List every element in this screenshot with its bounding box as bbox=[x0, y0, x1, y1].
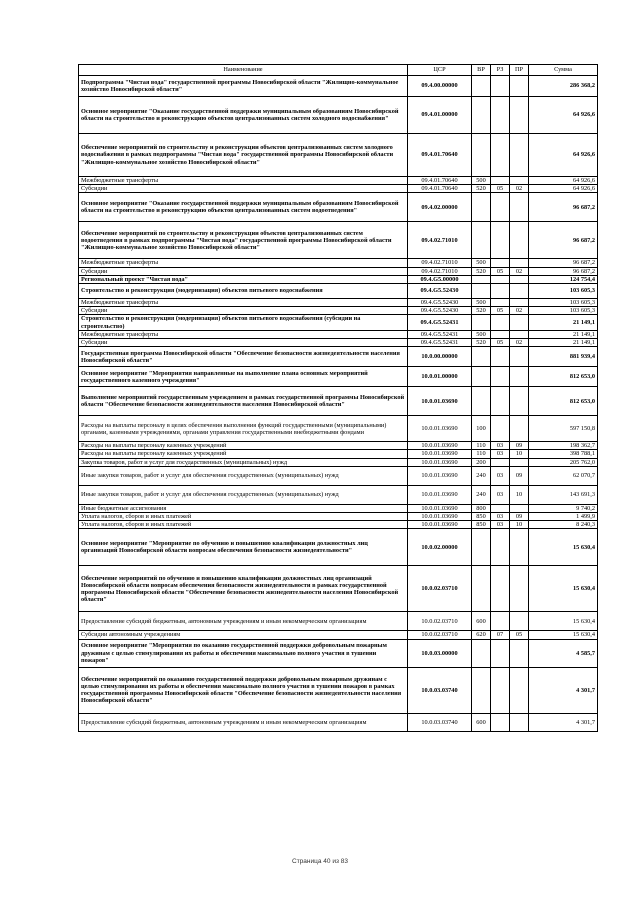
row-sum: 286 368,2 bbox=[529, 76, 598, 97]
row-pr bbox=[510, 284, 529, 299]
row-csr: 10.0.01.03690 bbox=[408, 513, 472, 521]
table-row bbox=[79, 222, 598, 259]
table-row bbox=[79, 177, 598, 185]
row-csr: 09.4.01.70640 bbox=[408, 185, 472, 193]
row-csr: 09.4.02.00000 bbox=[408, 193, 472, 222]
row-pr: 10 bbox=[510, 521, 529, 529]
row-pr bbox=[510, 667, 529, 713]
row-rz bbox=[491, 458, 510, 466]
row-vr bbox=[472, 315, 491, 330]
row-rz bbox=[491, 416, 510, 442]
row-pr: 10 bbox=[510, 485, 529, 504]
row-name: Предоставление субсидий бюджетным, автономным учреждениям и иным некоммерческим организациям bbox=[79, 612, 408, 631]
row-name: Межбюджетные трансферты bbox=[79, 299, 408, 307]
row-pr: 02 bbox=[510, 267, 529, 275]
row-name: Иные закупки товаров, работ и услуг для обеспечения государственных (муниципальных) нужд bbox=[79, 466, 408, 485]
table-row bbox=[79, 275, 598, 283]
row-pr: 02 bbox=[510, 339, 529, 347]
row-vr bbox=[472, 193, 491, 222]
row-rz bbox=[491, 97, 510, 134]
row-sum: 143 691,3 bbox=[529, 485, 598, 504]
row-vr bbox=[472, 76, 491, 97]
row-pr bbox=[510, 367, 529, 387]
table-row bbox=[79, 347, 598, 367]
row-rz bbox=[491, 713, 510, 731]
row-name: Межбюджетные трансферты bbox=[79, 177, 408, 185]
row-pr: 02 bbox=[510, 307, 529, 315]
row-csr: 09.4.G5.52431 bbox=[408, 330, 472, 338]
row-pr bbox=[510, 612, 529, 631]
table-row bbox=[79, 485, 598, 504]
row-vr bbox=[472, 566, 491, 612]
row-vr: 520 bbox=[472, 339, 491, 347]
table-row bbox=[79, 416, 598, 442]
row-rz bbox=[491, 367, 510, 387]
row-vr: 850 bbox=[472, 521, 491, 529]
row-sum: 62 070,7 bbox=[529, 466, 598, 485]
row-name: Субсидии bbox=[79, 185, 408, 193]
row-name: Расходы на выплаты персоналу казенных учреждений bbox=[79, 450, 408, 458]
row-name: Основное мероприятие "Мероприятия направленные на выполнение плана основных мероприятий государственного казенного учреждения" bbox=[79, 367, 408, 387]
row-vr: 600 bbox=[472, 713, 491, 731]
table-row bbox=[79, 639, 598, 667]
row-name: Обеспечение мероприятий по строительству и реконструкции объектов централизованных систем холодного водоснабжения в рамках подпрограммы "Чистая вода" государственной программы Новосибирской области "Жилищно-коммунальное хозяйство Новосибирской области" bbox=[79, 134, 408, 177]
row-sum: 1 499,9 bbox=[529, 513, 598, 521]
row-csr: 09.4.02.71010 bbox=[408, 259, 472, 267]
table-row bbox=[79, 466, 598, 485]
table-row bbox=[79, 307, 598, 315]
row-vr: 800 bbox=[472, 504, 491, 512]
row-csr: 10.0.01.03690 bbox=[408, 387, 472, 416]
table-row bbox=[79, 259, 598, 267]
row-csr: 10.0.01.00000 bbox=[408, 367, 472, 387]
row-sum: 64 926,6 bbox=[529, 177, 598, 185]
table-row bbox=[79, 631, 598, 639]
row-rz bbox=[491, 193, 510, 222]
header-name: Наименование bbox=[79, 65, 408, 76]
row-sum: 597 150,8 bbox=[529, 416, 598, 442]
table-row bbox=[79, 97, 598, 134]
row-rz bbox=[491, 504, 510, 512]
row-pr bbox=[510, 97, 529, 134]
row-csr: 10.0.03.00000 bbox=[408, 639, 472, 667]
row-pr bbox=[510, 259, 529, 267]
row-rz: 07 bbox=[491, 631, 510, 639]
row-pr bbox=[510, 639, 529, 667]
row-rz bbox=[491, 639, 510, 667]
table-row bbox=[79, 299, 598, 307]
row-csr: 09.4.01.70640 bbox=[408, 177, 472, 185]
row-rz: 03 bbox=[491, 466, 510, 485]
row-name: Обеспечение мероприятий по строительству и реконструкции объектов централизованных систем водоотведения в рамках подпрограммы "Чистая вода" государственной программы Новосибирской области "Жилищно-коммунальное хозяйство Новосибирской области" bbox=[79, 222, 408, 259]
row-vr bbox=[472, 275, 491, 283]
row-sum: 812 653,0 bbox=[529, 367, 598, 387]
row-sum: 4 301,7 bbox=[529, 713, 598, 731]
row-vr bbox=[472, 639, 491, 667]
row-name: Подпрограмма "Чистая вода" государственной программы Новосибирской области "Жилищно-коммунальное хозяйство Новосибирской области" bbox=[79, 76, 408, 97]
row-vr: 520 bbox=[472, 185, 491, 193]
row-pr bbox=[510, 416, 529, 442]
row-csr: 09.4.G5.00000 bbox=[408, 275, 472, 283]
row-pr bbox=[510, 76, 529, 97]
row-csr: 09.4.02.71010 bbox=[408, 267, 472, 275]
row-vr: 620 bbox=[472, 631, 491, 639]
row-rz bbox=[491, 299, 510, 307]
row-rz: 03 bbox=[491, 450, 510, 458]
row-sum: 4 301,7 bbox=[529, 667, 598, 713]
row-vr bbox=[472, 367, 491, 387]
row-sum: 64 926,6 bbox=[529, 97, 598, 134]
row-vr: 520 bbox=[472, 267, 491, 275]
row-sum: 15 630,4 bbox=[529, 529, 598, 566]
table-row bbox=[79, 134, 598, 177]
row-name: Государственная программа Новосибирской области "Обеспечение безопасности жизнедеятельности населения Новосибирской области" bbox=[79, 347, 408, 367]
row-csr: 09.4.01.00000 bbox=[408, 97, 472, 134]
row-name: Обеспечение мероприятий по оказанию государственной поддержки добровольным пожарным дружинам с целью стимулирования их работы и обеспечения максимально полного участия в тушении пожаров в рамках государственной программы Новосибирской области "Обеспечение безопасности жизнедеятельности населения Новосибирской области" bbox=[79, 667, 408, 713]
row-name: Региональный проект "Чистая вода" bbox=[79, 275, 408, 283]
table-header-row bbox=[79, 65, 598, 76]
row-name: Субсидии bbox=[79, 339, 408, 347]
row-name: Основное мероприятие "Мероприятие по обучению и повышению квалификации должностных лиц организаций Новосибирской области вопросам обеспечения безопасности жизнедеятельности" bbox=[79, 529, 408, 566]
table-row bbox=[79, 284, 598, 299]
row-name: Обеспечение мероприятий по обучению и повышению квалификации должностных лиц организаций Новосибирской области вопросам обеспечения безопасности жизнедеятельности в рамках государственной программы Новосибирской области "Обеспечение безопасности жизнедеятельности населения Новосибирской области" bbox=[79, 566, 408, 612]
row-pr bbox=[510, 193, 529, 222]
row-csr: 10.0.02.03710 bbox=[408, 631, 472, 639]
row-sum: 205 762,0 bbox=[529, 458, 598, 466]
row-rz bbox=[491, 177, 510, 185]
row-rz bbox=[491, 529, 510, 566]
row-rz bbox=[491, 347, 510, 367]
table-row bbox=[79, 339, 598, 347]
row-pr bbox=[510, 315, 529, 330]
page-number: Страница 40 из 83 bbox=[292, 858, 348, 865]
row-pr: 02 bbox=[510, 185, 529, 193]
header-sum: Сумма bbox=[529, 65, 598, 76]
row-sum: 64 926,6 bbox=[529, 185, 598, 193]
row-csr: 09.4.G5.52431 bbox=[408, 315, 472, 330]
row-vr: 500 bbox=[472, 299, 491, 307]
row-rz bbox=[491, 315, 510, 330]
header-pr: ПР bbox=[510, 65, 529, 76]
row-rz bbox=[491, 134, 510, 177]
row-vr bbox=[472, 222, 491, 259]
row-sum: 9 740,2 bbox=[529, 504, 598, 512]
table-row bbox=[79, 450, 598, 458]
row-vr: 240 bbox=[472, 485, 491, 504]
row-pr bbox=[510, 275, 529, 283]
row-pr bbox=[510, 177, 529, 185]
row-sum: 15 630,4 bbox=[529, 631, 598, 639]
row-sum: 96 687,2 bbox=[529, 222, 598, 259]
row-vr bbox=[472, 529, 491, 566]
row-csr: 09.4.G5.52431 bbox=[408, 339, 472, 347]
row-rz bbox=[491, 284, 510, 299]
table-row bbox=[79, 442, 598, 450]
row-vr: 500 bbox=[472, 177, 491, 185]
row-rz bbox=[491, 275, 510, 283]
row-name: Предоставление субсидий бюджетным, автономным учреждениям и иным некоммерческим организациям bbox=[79, 713, 408, 731]
table-row bbox=[79, 667, 598, 713]
row-sum: 124 754,4 bbox=[529, 275, 598, 283]
row-name: Основное мероприятие "Оказание государственной поддержки муниципальным образованиям Новосибирской области на строительство и реконструкцию объектов централизованных систем водоотведения" bbox=[79, 193, 408, 222]
row-csr: 10.0.03.03740 bbox=[408, 713, 472, 731]
row-csr: 09.4.01.70640 bbox=[408, 134, 472, 177]
row-vr bbox=[472, 667, 491, 713]
table-row bbox=[79, 513, 598, 521]
row-rz bbox=[491, 330, 510, 338]
row-pr bbox=[510, 566, 529, 612]
row-pr: 09 bbox=[510, 513, 529, 521]
row-name: Расходы на выплаты персоналу казенных учреждений bbox=[79, 442, 408, 450]
row-name: Основное мероприятие "Мероприятия по оказанию государственной поддержки добровольным пожарным дружинам с целью стимулирования их работы и обеспечения максимально полного участия в тушении пожаров" bbox=[79, 639, 408, 667]
row-pr: 09 bbox=[510, 466, 529, 485]
row-csr: 10.0.02.03710 bbox=[408, 612, 472, 631]
row-vr: 200 bbox=[472, 458, 491, 466]
table-row bbox=[79, 315, 598, 330]
table-body bbox=[79, 76, 598, 732]
row-pr: 10 bbox=[510, 450, 529, 458]
table-row bbox=[79, 367, 598, 387]
row-rz: 05 bbox=[491, 339, 510, 347]
row-rz: 03 bbox=[491, 513, 510, 521]
row-sum: 398 788,1 bbox=[529, 450, 598, 458]
row-rz bbox=[491, 259, 510, 267]
row-csr: 10.0.01.03690 bbox=[408, 416, 472, 442]
table-row bbox=[79, 387, 598, 416]
row-csr: 10.0.03.03740 bbox=[408, 667, 472, 713]
row-name: Межбюджетные трансферты bbox=[79, 330, 408, 338]
row-pr bbox=[510, 504, 529, 512]
row-sum: 21 149,1 bbox=[529, 330, 598, 338]
row-rz: 03 bbox=[491, 521, 510, 529]
row-sum: 812 653,0 bbox=[529, 387, 598, 416]
row-vr: 500 bbox=[472, 259, 491, 267]
row-vr: 600 bbox=[472, 612, 491, 631]
table-row bbox=[79, 521, 598, 529]
row-csr: 09.4.02.71010 bbox=[408, 222, 472, 259]
row-rz: 03 bbox=[491, 442, 510, 450]
row-sum: 96 687,2 bbox=[529, 193, 598, 222]
row-rz: 03 bbox=[491, 485, 510, 504]
row-sum: 881 939,4 bbox=[529, 347, 598, 367]
row-csr: 10.0.01.03690 bbox=[408, 485, 472, 504]
table-row bbox=[79, 566, 598, 612]
row-vr: 500 bbox=[472, 330, 491, 338]
row-name: Уплата налогов, сборов и иных платежей bbox=[79, 521, 408, 529]
header-vr: ВР bbox=[472, 65, 491, 76]
row-name: Выполнение мероприятий государственным учреждением в рамках государственной программы Новосибирской области "Обеспечение безопасности жизнедеятельности населения Новосибирской области" bbox=[79, 387, 408, 416]
row-vr bbox=[472, 387, 491, 416]
row-pr bbox=[510, 134, 529, 177]
row-sum: 15 630,4 bbox=[529, 612, 598, 631]
row-pr bbox=[510, 713, 529, 731]
row-vr bbox=[472, 347, 491, 367]
row-name: Уплата налогов, сборов и иных платежей bbox=[79, 513, 408, 521]
row-csr: 10.0.01.03690 bbox=[408, 466, 472, 485]
row-csr: 10.0.01.03690 bbox=[408, 504, 472, 512]
row-rz bbox=[491, 667, 510, 713]
row-name: Расходы на выплаты персоналу в целях обеспечения выполнения функций государственными (муниципальными) органами, казенными учреждениями, органами управления государственными внебюджетными фондами bbox=[79, 416, 408, 442]
row-pr bbox=[510, 387, 529, 416]
row-sum: 103 605,3 bbox=[529, 307, 598, 315]
row-sum: 96 687,2 bbox=[529, 259, 598, 267]
row-name: Строительство и реконструкция (модернизация) объектов питьевого водоснабжения (субсидии на строительство) bbox=[79, 315, 408, 330]
table-row bbox=[79, 504, 598, 512]
row-rz bbox=[491, 566, 510, 612]
table-row bbox=[79, 529, 598, 566]
row-csr: 10.0.01.03690 bbox=[408, 458, 472, 466]
row-sum: 4 585,7 bbox=[529, 639, 598, 667]
row-sum: 198 362,7 bbox=[529, 442, 598, 450]
row-csr: 10.0.01.03690 bbox=[408, 442, 472, 450]
row-csr: 09.4.G5.52430 bbox=[408, 299, 472, 307]
row-csr: 10.0.01.03690 bbox=[408, 450, 472, 458]
row-name: Строительство и реконструкция (модернизация) объектов питьевого водоснабжения bbox=[79, 284, 408, 299]
row-vr: 850 bbox=[472, 513, 491, 521]
table-row bbox=[79, 193, 598, 222]
row-csr: 10.0.02.03710 bbox=[408, 566, 472, 612]
row-rz bbox=[491, 612, 510, 631]
row-vr: 100 bbox=[472, 416, 491, 442]
budget-table bbox=[78, 64, 598, 732]
row-rz: 05 bbox=[491, 185, 510, 193]
row-vr bbox=[472, 97, 491, 134]
row-sum: 15 630,4 bbox=[529, 566, 598, 612]
row-vr: 520 bbox=[472, 307, 491, 315]
row-rz: 05 bbox=[491, 267, 510, 275]
row-csr: 09.4.00.00000 bbox=[408, 76, 472, 97]
row-pr bbox=[510, 458, 529, 466]
row-sum: 103 605,3 bbox=[529, 299, 598, 307]
table-row bbox=[79, 267, 598, 275]
row-csr: 10.0.01.03690 bbox=[408, 521, 472, 529]
row-csr: 09.4.G5.52430 bbox=[408, 307, 472, 315]
row-vr bbox=[472, 284, 491, 299]
row-name: Субсидии автономным учреждениям bbox=[79, 631, 408, 639]
table-row bbox=[79, 713, 598, 731]
row-pr bbox=[510, 347, 529, 367]
row-vr: 110 bbox=[472, 450, 491, 458]
table-row bbox=[79, 76, 598, 97]
row-rz: 05 bbox=[491, 307, 510, 315]
row-pr bbox=[510, 529, 529, 566]
row-rz bbox=[491, 76, 510, 97]
table-row bbox=[79, 185, 598, 193]
header-csr: ЦСР bbox=[408, 65, 472, 76]
row-rz bbox=[491, 222, 510, 259]
row-sum: 64 926,6 bbox=[529, 134, 598, 177]
row-name: Субсидии bbox=[79, 267, 408, 275]
row-pr bbox=[510, 330, 529, 338]
row-vr: 110 bbox=[472, 442, 491, 450]
row-csr: 10.0.02.00000 bbox=[408, 529, 472, 566]
row-name: Субсидии bbox=[79, 307, 408, 315]
row-sum: 103 605,3 bbox=[529, 284, 598, 299]
row-pr: 05 bbox=[510, 631, 529, 639]
row-pr bbox=[510, 222, 529, 259]
row-vr: 240 bbox=[472, 466, 491, 485]
row-name: Иные бюджетные ассигнования bbox=[79, 504, 408, 512]
row-sum: 96 687,2 bbox=[529, 267, 598, 275]
table-row bbox=[79, 330, 598, 338]
row-name: Закупка товаров, работ и услуг для государственных (муниципальных) нужд bbox=[79, 458, 408, 466]
header-rz: РЗ bbox=[491, 65, 510, 76]
row-name: Основное мероприятие "Оказание государственной поддержки муниципальным образованиям Новосибирской области на строительство и реконструкцию объектов централизованных систем холодного водоснабжения" bbox=[79, 97, 408, 134]
row-sum: 21 149,1 bbox=[529, 315, 598, 330]
row-pr bbox=[510, 299, 529, 307]
row-vr bbox=[472, 134, 491, 177]
table-row bbox=[79, 612, 598, 631]
row-sum: 21 149,1 bbox=[529, 339, 598, 347]
table-row bbox=[79, 458, 598, 466]
row-pr: 09 bbox=[510, 442, 529, 450]
row-name: Иные закупки товаров, работ и услуг для обеспечения государственных (муниципальных) нужд bbox=[79, 485, 408, 504]
row-rz bbox=[491, 387, 510, 416]
row-csr: 10.0.00.00000 bbox=[408, 347, 472, 367]
row-sum: 8 240,3 bbox=[529, 521, 598, 529]
row-name: Межбюджетные трансферты bbox=[79, 259, 408, 267]
row-csr: 09.4.G5.52430 bbox=[408, 284, 472, 299]
